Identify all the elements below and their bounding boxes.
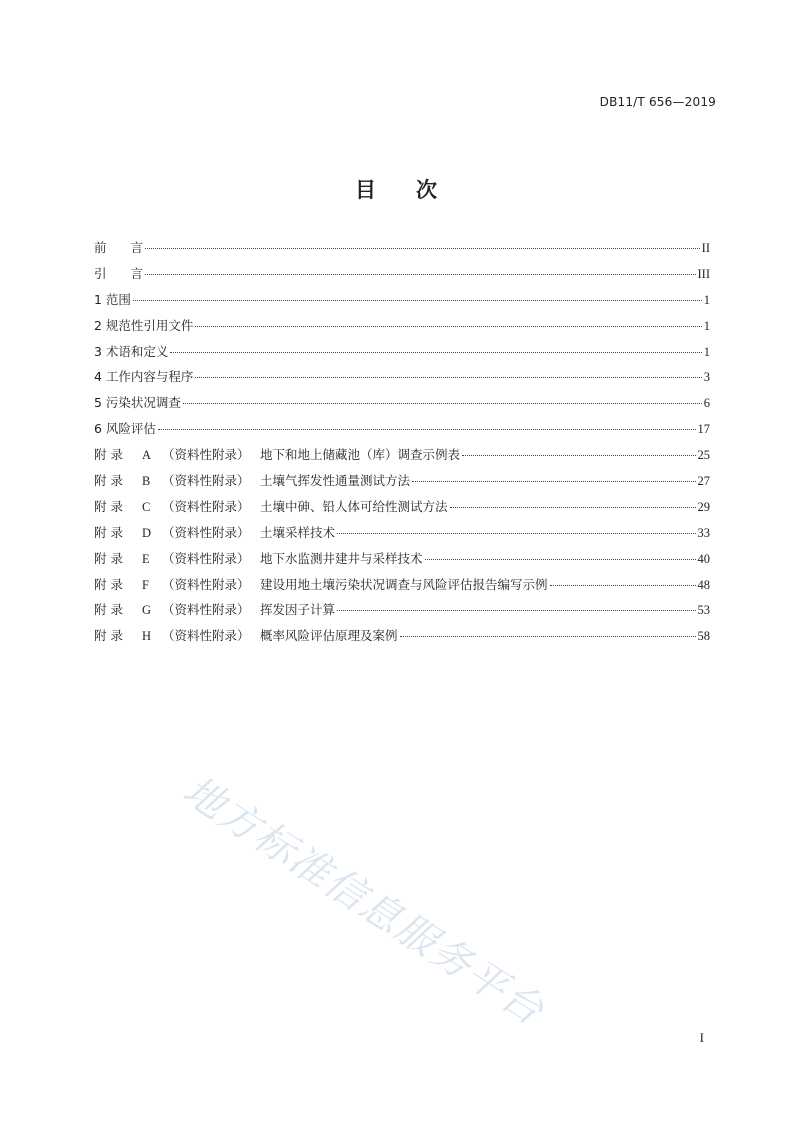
toc-entry[interactable] [94, 342, 710, 368]
appendix-entry[interactable] [94, 497, 710, 523]
appendix-letter: B [142, 474, 151, 489]
table-of-contents [94, 238, 710, 652]
dot-leader [158, 429, 696, 430]
toc-entry[interactable] [94, 316, 710, 342]
toc-entry[interactable] [94, 419, 710, 445]
appendix-kind: （资料性附录） [162, 628, 250, 644]
appendix-letter: E [142, 551, 150, 566]
appendix-entry[interactable] [94, 626, 710, 652]
appendix-kind: （资料性附录） [162, 473, 250, 489]
toc-entry[interactable] [94, 367, 710, 393]
toc-label: 言 [130, 240, 144, 255]
toc-page-number: 3 [703, 370, 710, 385]
appendix-entry[interactable] [94, 445, 710, 471]
watermark: 地方标准信息服务平台 [175, 767, 553, 1035]
dot-leader [170, 352, 701, 353]
toc-label: 3 术语和定义 [94, 343, 169, 359]
toc-entry[interactable] [94, 290, 710, 316]
toc-page-number: 1 [703, 344, 710, 359]
appendix-prefix: 附 录 [94, 447, 123, 463]
toc-label: 前 [94, 240, 107, 255]
appendix-title: 地下和地上储藏池（库）调查示例表 [260, 447, 461, 463]
appendix-title: 土壤中砷、铅人体可给性测试方法 [260, 498, 448, 514]
toc-entry[interactable] [94, 238, 710, 264]
toc-label: 5 污染状况调查 [94, 395, 181, 411]
toc-page-number: 1 [703, 318, 710, 333]
toc-page-number: 40 [697, 551, 710, 566]
dot-leader [133, 300, 702, 301]
appendix-prefix: 附 录 [94, 524, 123, 540]
toc-label: 引 [94, 265, 107, 281]
toc-page-number: 58 [697, 629, 710, 644]
toc-page-number: II [701, 241, 710, 255]
toc-page-number: 33 [697, 525, 710, 540]
toc-label: 言 [130, 265, 144, 281]
appendix-title: 概率风险评估原理及案例 [260, 628, 398, 644]
appendix-prefix: 附 录 [94, 628, 123, 644]
page-title [0, 174, 792, 204]
appendix-prefix: 附 录 [94, 473, 123, 489]
toc-label: 2 规范性引用文件 [94, 317, 194, 333]
toc-label: 1 范围 [94, 291, 131, 307]
appendix-prefix: 附 录 [94, 550, 123, 566]
title-char-2: 次 [416, 178, 437, 202]
toc-page-number: 6 [703, 396, 710, 411]
appendix-prefix: 附 录 [94, 498, 123, 514]
dot-leader [450, 507, 696, 508]
toc-page-number: 53 [697, 603, 710, 618]
appendix-title: 土壤采样技术 [260, 524, 336, 540]
toc-page-number: 48 [697, 577, 710, 592]
toc-entry[interactable] [94, 393, 710, 419]
dot-leader [462, 455, 695, 456]
appendix-entry[interactable] [94, 575, 710, 601]
appendix-kind: （资料性附录） [162, 498, 250, 514]
toc-page-number: 17 [697, 422, 710, 437]
appendix-title: 建设用地土壤污染状况调查与风险评估报告编写示例 [260, 576, 548, 592]
appendix-entry[interactable] [94, 523, 710, 549]
appendix-kind: （资料性附录） [162, 447, 250, 463]
appendix-letter: D [142, 525, 152, 540]
toc-label: 6 风险评估 [94, 421, 156, 437]
appendix-kind: （资料性附录） [162, 576, 250, 592]
dot-leader [195, 326, 701, 327]
toc-entry[interactable] [94, 264, 710, 290]
dot-leader [183, 403, 702, 404]
appendix-letter: H [142, 629, 152, 644]
appendix-letter: A [142, 448, 152, 463]
appendix-kind: （资料性附录） [162, 602, 250, 618]
appendix-letter: G [142, 603, 152, 618]
dot-leader [337, 610, 695, 611]
dot-leader [145, 248, 700, 249]
dot-leader [550, 585, 696, 586]
appendix-letter: F [142, 577, 149, 592]
appendix-kind: （资料性附录） [162, 550, 250, 566]
appendix-letter: C [142, 499, 151, 514]
appendix-kind: （资料性附录） [162, 524, 250, 540]
dot-leader [337, 533, 695, 534]
toc-page-number: III [697, 266, 710, 281]
appendix-title: 挥发因子计算 [260, 602, 336, 618]
appendix-entry[interactable] [94, 549, 710, 575]
dot-leader [425, 559, 696, 560]
toc-page-number: 27 [697, 474, 710, 489]
dot-leader [195, 377, 701, 378]
appendix-prefix: 附 录 [94, 602, 123, 618]
appendix-title: 土壤气挥发性通量测试方法 [260, 473, 411, 489]
dot-leader [400, 636, 696, 637]
document-code: DB11/T 656—2019 [599, 95, 716, 109]
toc-label: 4 工作内容与程序 [94, 369, 194, 385]
appendix-title: 地下水监测井建井与采样技术 [260, 550, 423, 566]
toc-page-number: 25 [697, 448, 710, 463]
toc-page-number: 1 [703, 292, 710, 307]
toc-page-number: 29 [697, 499, 710, 514]
title-char-1: 目 [355, 178, 376, 202]
appendix-prefix: 附 录 [94, 576, 123, 592]
appendix-entry[interactable] [94, 600, 710, 626]
page-number: I [699, 1030, 704, 1045]
dot-leader [145, 274, 695, 275]
dot-leader [412, 481, 695, 482]
appendix-entry[interactable] [94, 471, 710, 497]
